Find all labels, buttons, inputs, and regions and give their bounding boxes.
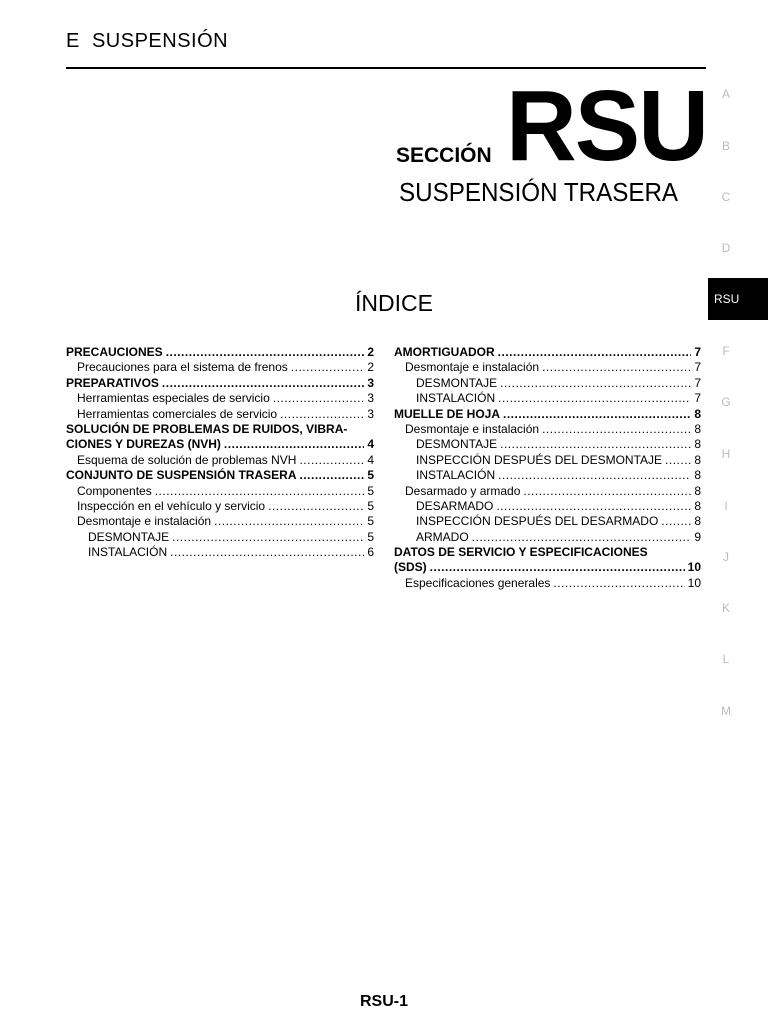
sidebar-letter-d[interactable]: D [721, 241, 731, 255]
toc-leader-dots [498, 391, 691, 406]
toc-entry[interactable] [394, 360, 701, 375]
toc-entry[interactable] [66, 437, 374, 452]
toc-entry-page: 6 [367, 545, 374, 560]
toc-leader-dots [500, 437, 691, 452]
header-rule [66, 67, 706, 69]
toc-entry[interactable] [66, 360, 374, 375]
toc-entry-page: 5 [367, 498, 374, 513]
toc-entry[interactable] [394, 468, 701, 483]
toc-entry[interactable] [66, 376, 374, 391]
toc-entry-label: PREPARATIVOS [66, 375, 159, 390]
sidebar-letter-l[interactable]: L [722, 652, 730, 666]
toc-leader-dots [291, 360, 365, 375]
toc-leader-dots [170, 545, 364, 560]
toc-entry-label: Herramientas especiales de servicio [77, 391, 270, 406]
sidebar-letter-f[interactable]: F [722, 344, 730, 358]
toc-entry-label: INSPECCIÓN DESPUÉS DEL DESARMADO [416, 514, 659, 529]
toc-entry-label: DESMONTAJE [416, 437, 498, 452]
toc-entry[interactable] [394, 484, 701, 499]
toc-entry-page: 8 [694, 406, 701, 421]
toc-leader-dots [430, 560, 685, 575]
toc-entry-label: INSTALACIÓN [88, 545, 168, 560]
section-sidebar [708, 0, 768, 1024]
toc-entry[interactable] [394, 560, 701, 575]
toc-leader-dots [162, 376, 364, 391]
toc-entry-label: Componentes [77, 483, 152, 498]
toc-entry-page: 7 [694, 391, 701, 406]
toc-entry-label: Precauciones para el sistema de frenos [77, 360, 288, 375]
toc-leader-dots [273, 391, 365, 406]
toc-entry-label: (SDS) [394, 560, 427, 575]
toc-entry-page: 8 [694, 468, 701, 483]
toc-leader-dots [472, 530, 692, 545]
toc-entry-label: DESARMADO [416, 498, 494, 513]
toc-leader-dots [661, 514, 691, 529]
toc-entry-label: Desmontaje e instalación [77, 514, 212, 529]
toc-leader-dots [166, 345, 365, 360]
sidebar-letter-m[interactable]: M [721, 704, 731, 718]
toc-entry-label: Desmontaje e instalación [405, 360, 540, 375]
toc-entry-page: 3 [367, 406, 374, 421]
toc-entry-page: 8 [694, 452, 701, 467]
toc-entry[interactable] [66, 345, 374, 360]
toc-leader-dots [498, 345, 692, 360]
toc-leader-dots [496, 499, 691, 514]
toc-entry-page: 2 [367, 344, 374, 359]
toc-entry-page: 8 [694, 498, 701, 513]
sidebar-letter-k[interactable]: K [721, 601, 730, 615]
toc-entry-label: PRECAUCIONES [66, 344, 163, 359]
toc-entry[interactable] [394, 345, 701, 360]
toc-entry-label: DATOS DE SERVICIO Y ESPECIFICACIONES [394, 545, 648, 560]
toc-entry[interactable] [66, 422, 374, 437]
toc-entry[interactable] [394, 576, 701, 591]
toc-entry-label: DESMONTAJE [88, 529, 170, 544]
page-header-title: E SUSPENSIÓN [66, 30, 229, 52]
toc-entry[interactable] [394, 407, 701, 422]
sidebar-letter-b[interactable]: B [721, 139, 730, 153]
toc-entry-page: 5 [367, 483, 374, 498]
toc-leader-dots [553, 576, 684, 591]
toc-entry-label: Inspección en el vehículo y servicio [77, 498, 266, 513]
section-title: SUSPENSIÓN TRASERA [399, 177, 679, 207]
toc-entry-label: Herramientas comerciales de servicio [77, 406, 278, 421]
toc-entry-label: INSTALACIÓN [416, 391, 496, 406]
toc-entry[interactable] [66, 499, 374, 514]
toc-entry-page: 4 [367, 437, 374, 452]
toc-entry-page: 8 [694, 437, 701, 452]
toc-entry[interactable] [394, 391, 701, 406]
toc-entry[interactable] [394, 437, 701, 452]
toc-entry[interactable] [66, 530, 374, 545]
toc-leader-dots [214, 514, 364, 529]
toc-entry-label: INSTALACIÓN [416, 468, 496, 483]
toc-entry[interactable] [394, 545, 701, 560]
toc-leader-dots [224, 437, 364, 452]
sidebar-tab-active[interactable]: RSU [708, 278, 768, 320]
index-title: ÍNDICE [355, 290, 433, 316]
toc-entry-page: 7 [694, 344, 701, 359]
toc-leader-dots [498, 468, 691, 483]
toc-entry[interactable] [66, 391, 374, 406]
toc-entry[interactable] [394, 453, 701, 468]
toc-entry[interactable] [394, 422, 701, 437]
toc-entry[interactable] [66, 484, 374, 499]
toc-leader-dots [155, 484, 365, 499]
toc-entry-page: 8 [694, 483, 701, 498]
toc-entry-page: 4 [367, 452, 374, 467]
toc-entry-page: 7 [694, 360, 701, 375]
toc-entry[interactable] [66, 514, 374, 529]
toc-entry-page: 3 [367, 375, 374, 390]
toc-entry-page: 9 [694, 529, 701, 544]
toc-entry-page: 2 [367, 360, 374, 375]
sidebar-letter-i[interactable]: I [724, 499, 728, 513]
section-word: SECCIÓN [396, 144, 492, 167]
toc-entry-label: MUELLE DE HOJA [394, 406, 501, 421]
toc-entry-label: Esquema de solución de problemas NVH [77, 452, 297, 467]
toc-entry-page: 10 [687, 575, 701, 590]
toc-leader-dots [523, 484, 691, 499]
toc-entry-page: 8 [694, 514, 701, 529]
toc-leader-dots [172, 530, 364, 545]
toc-entry-label: CIONES Y DUREZAS (NVH) [66, 437, 221, 452]
toc-leader-dots [299, 453, 364, 468]
toc-entry[interactable] [394, 530, 701, 545]
toc-entry-page: 10 [687, 560, 701, 575]
toc-entry[interactable] [66, 453, 374, 468]
toc-entry-page: 7 [694, 375, 701, 390]
sidebar-letter-c[interactable]: C [721, 190, 731, 204]
toc-entry[interactable] [394, 499, 701, 514]
toc-leader-dots [542, 422, 691, 437]
toc-entry-label: CONJUNTO DE SUSPENSIÓN TRASERA [66, 468, 297, 483]
toc-entry-page: 5 [367, 468, 374, 483]
toc-entry-page: 8 [694, 421, 701, 436]
toc-leader-dots [500, 376, 691, 391]
toc-leader-dots [542, 360, 691, 375]
sidebar-letter-h[interactable]: H [721, 447, 731, 461]
toc-entry[interactable] [394, 376, 701, 391]
toc-entry[interactable] [66, 468, 374, 483]
toc-entry-page: 5 [367, 529, 374, 544]
toc-column-right [394, 345, 701, 591]
sidebar-letter-j[interactable]: J [723, 550, 729, 564]
toc-entry-page: 3 [367, 391, 374, 406]
toc-entry[interactable] [394, 514, 701, 529]
toc-entry-label: DESMONTAJE [416, 375, 498, 390]
sidebar-letter-a[interactable]: A [721, 87, 730, 101]
toc-leader-dots [268, 499, 364, 514]
toc-entry[interactable] [66, 407, 374, 422]
toc-entry-label: AMORTIGUADOR [394, 344, 495, 359]
toc-leader-dots [299, 468, 364, 483]
toc-leader-dots [280, 407, 364, 422]
toc-entry-page: 5 [367, 514, 374, 529]
toc-column-left [66, 345, 374, 560]
page-number: RSU-1 [359, 993, 408, 1010]
section-code: RSU [506, 70, 708, 182]
toc-entry-label: ARMADO [416, 529, 469, 544]
sidebar-letter-g[interactable]: G [721, 395, 731, 409]
toc-leader-dots [665, 453, 691, 468]
toc-leader-dots [503, 407, 691, 422]
toc-entry-label: Desmontaje e instalación [405, 421, 540, 436]
toc-entry-label: SOLUCIÓN DE PROBLEMAS DE RUIDOS, VIBRA- [66, 421, 348, 436]
toc-entry-label: Especificaciones generales [405, 575, 551, 590]
toc-entry-label: INSPECCIÓN DESPUÉS DEL DESMONTAJE [416, 452, 663, 467]
toc-entry-label: Desarmado y armado [405, 483, 521, 498]
toc-entry[interactable] [66, 545, 374, 560]
